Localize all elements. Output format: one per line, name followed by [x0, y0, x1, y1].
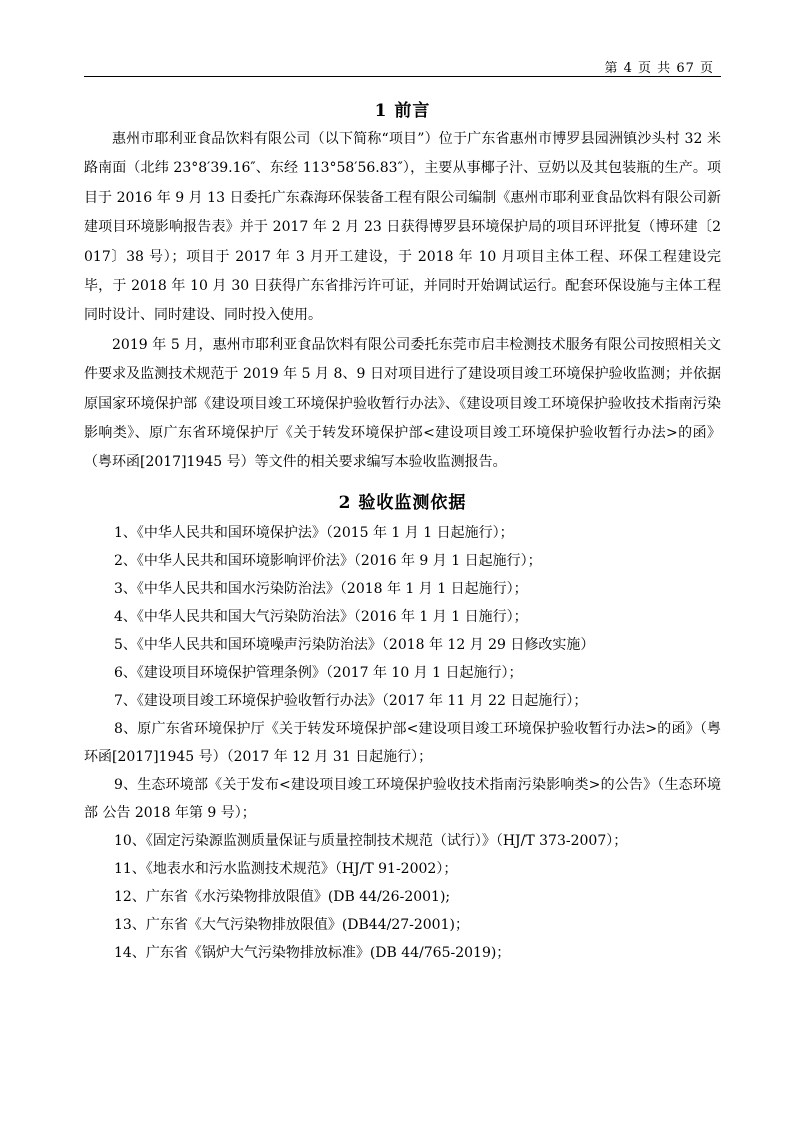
basis-list-item: 12、广东省《水污染物排放限值》(DB 44/26-2001); — [114, 888, 451, 905]
basis-list-item: 1、《中华人民共和国环境保护法》（2015 年 1 月 1 日起施行）； — [114, 524, 514, 541]
page-indicator: 第 4 页 共 67 页 — [604, 61, 714, 76]
page-content — [84, 92, 721, 967]
section-title-basis: 2 验收监测依据 — [338, 492, 467, 513]
basis-list-item: 9、生态环境部《关于发布<建设项目竣工环境保护验收技术指南污染影响类>的公告》（生态环境部 公告 2018 年第 9 号）； — [84, 776, 721, 821]
basis-list-item: 10、《固定污染源监测质量保证与质量控制技术规范（试行）》（HJ/T 373-2007）； — [114, 832, 628, 849]
basis-list-item: 2、《中华人民共和国环境影响评价法》（2016 年 9 月 1 日起施行）； — [114, 552, 542, 569]
basis-list-item: 14、广东省《锅炉大气污染物排放标准》(DB 44/765-2019)； — [114, 944, 511, 961]
preface-paragraph: 2019 年 5 月，惠州市耶利亚食品饮料有限公司委托东莞市启丰检测技术服务有限公司按照相关文件要求及监测技术规范于 2019 年 5 月 8、9 日对项目进行了建设项目竣工环境保护验收监测；并依据原国家环境保护部《建设项目竣工环境保护验收暂行办法》、《建设项目竣工环境保护验收技术指南污染影响类》、原广东省环境保护厅《关于转发环境保护部<建设项目竣工环境保护验收暂行办法>的函》（粤环函[2017]1945 号）等文件的相关要求编写本验收监测报告。 — [84, 336, 721, 471]
preface-paragraph: 惠州市耶利亚食品饮料有限公司（以下简称“项目”）位于广东省惠州市博罗县园洲镇沙头村 32 米路南面（北纬 23°8′39.16″、东经 113°58′56.83″），主要从事椰子汁、豆奶以及其包装瓶的生产。项目于 2016 年 9 月 13 日委托广东森海环保装备工程有限公司编制《惠州市耶利亚食品饮料有限公司新建项目环境影响报告表》并于 2017 年 2 月 23 日获得博罗县环境保护局的项目环评批复（博环建〔2017〕38 号）；项目于 2017 年 3 月开工建设，于 2018 年 10 月项目主体工程、环保工程建设完毕，于 2018 年 10 月 30 日获得广东省排污许可证，并同时开始调试运行。配套环保设施与主体工程同时设计、同时建设、同时投入使用。 — [84, 131, 721, 324]
header-divider — [84, 76, 721, 77]
basis-list-item: 8、原广东省环境保护厅《关于转发环境保护部<建设项目竣工环境保护验收暂行办法>的函》（粤环函[2017]1945 号）（2017 年 12 月 31 日起施行）； — [84, 720, 721, 765]
basis-list-item: 4、《中华人民共和国大气污染防治法》（2016 年 1 月 1 日施行）； — [114, 608, 528, 625]
basis-list-item: 5、《中华人民共和国环境噪声污染防治法》（2018 年 12 月 29 日修改实施） — [114, 636, 595, 653]
section-title-preface: 1 前言 — [374, 101, 431, 121]
basis-list-item: 11、《地表水和污水监测技术规范》（HJ/T 91-2002）； — [114, 860, 458, 877]
basis-list-item: 13、广东省《大气污染物排放限值》(DB44/27-2001)； — [114, 916, 469, 933]
basis-list-item: 7、《建设项目竣工环境保护验收暂行办法》（2017 年 11 月 22 日起施行）； — [114, 692, 588, 709]
basis-list-item: 3、《中华人民共和国水污染防治法》（2018 年 1 月 1 日起施行）； — [114, 580, 528, 597]
basis-list-item: 6、《建设项目环境保护管理条例》（2017 年 10 月 1 日起施行）； — [114, 664, 523, 681]
